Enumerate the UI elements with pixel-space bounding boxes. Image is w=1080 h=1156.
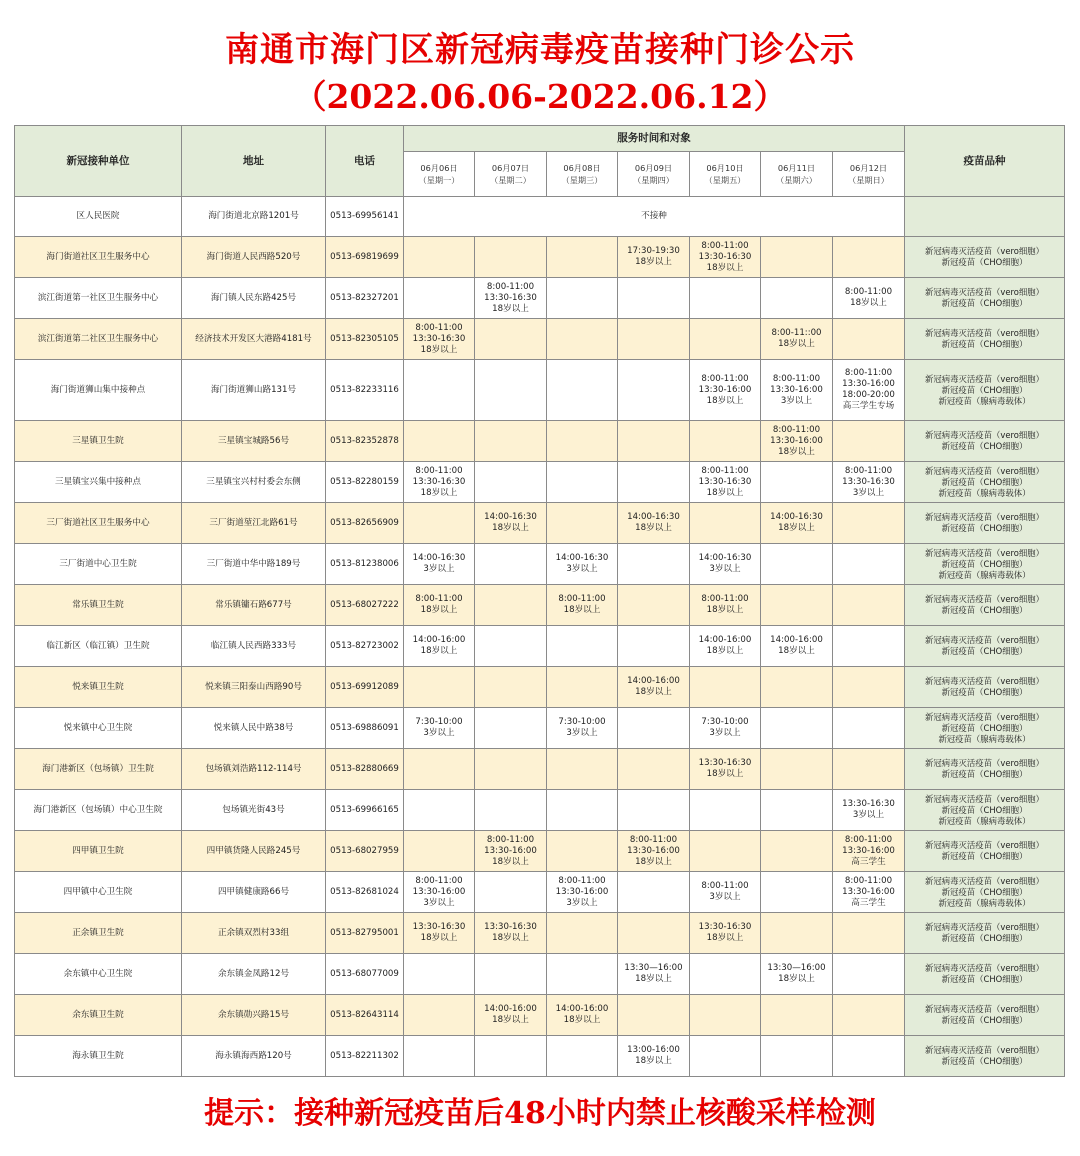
schedule-cell: 14:00-16:00 18岁以上 xyxy=(618,667,690,708)
vaccine-cell: 新冠病毒灭活疫苗（vero细胞） 新冠疫苗（CHO细胞） xyxy=(905,667,1065,708)
schedule-cell xyxy=(547,278,618,319)
address-cell: 包场镇光街43号 xyxy=(182,790,326,831)
unit-cell: 四甲镇卫生院 xyxy=(15,831,182,872)
phone-cell: 0513-82880669 xyxy=(326,749,404,790)
table-row xyxy=(15,544,1065,585)
schedule-cell: 8:00-11:00 13:30-16:00 18:00-20:00 高三学生专场 xyxy=(833,360,905,421)
schedule-cell xyxy=(475,749,547,790)
schedule-cell xyxy=(475,790,547,831)
phone-cell: 0513-82643114 xyxy=(326,995,404,1036)
header-address: 地址 xyxy=(182,126,326,197)
schedule-cell xyxy=(618,626,690,667)
address-cell: 三厂街道堃江北路61号 xyxy=(182,503,326,544)
address-cell: 余东镇金凤路12号 xyxy=(182,954,326,995)
schedule-cell xyxy=(547,237,618,278)
schedule-cell xyxy=(833,421,905,462)
schedule-cell: 8:00-11:00 13:30-16:30 18岁以上 xyxy=(404,319,475,360)
schedule-cell: 8:00-11::00 18岁以上 xyxy=(761,319,833,360)
schedule-cell xyxy=(690,503,761,544)
schedule-cell xyxy=(690,1036,761,1077)
schedule-cell xyxy=(475,667,547,708)
schedule-cell xyxy=(404,995,475,1036)
schedule-cell: 13:30-16:30 3岁以上 xyxy=(833,790,905,831)
schedule-cell xyxy=(761,708,833,749)
schedule-cell xyxy=(618,790,690,831)
schedule-cell: 14:00-16:00 18岁以上 xyxy=(761,626,833,667)
vaccine-cell: 新冠病毒灭活疫苗（vero细胞） 新冠疫苗（CHO细胞） xyxy=(905,237,1065,278)
phone-cell: 0513-69819699 xyxy=(326,237,404,278)
table-row xyxy=(15,585,1065,626)
schedule-cell xyxy=(547,360,618,421)
schedule-cell xyxy=(475,585,547,626)
schedule-cell xyxy=(833,544,905,585)
table-row xyxy=(15,708,1065,749)
schedule-cell xyxy=(404,790,475,831)
schedule-cell: 7:30-10:00 3岁以上 xyxy=(404,708,475,749)
schedule-cell: 8:00-11:00 13:30-16:30 18岁以上 xyxy=(404,462,475,503)
schedule-cell xyxy=(475,708,547,749)
unit-cell: 海永镇卫生院 xyxy=(15,1036,182,1077)
schedule-cell xyxy=(547,749,618,790)
schedule-cell: 7:30-10:00 3岁以上 xyxy=(690,708,761,749)
unit-cell: 常乐镇卫生院 xyxy=(15,585,182,626)
schedule-cell xyxy=(761,237,833,278)
address-cell: 悦来镇三阳泰山西路90号 xyxy=(182,667,326,708)
address-cell: 海门街道北京路1201号 xyxy=(182,197,326,237)
schedule-cell: 8:00-11:00 18岁以上 xyxy=(690,585,761,626)
schedule-table xyxy=(14,125,1065,1077)
schedule-cell: 14:00-16:00 18岁以上 xyxy=(547,995,618,1036)
schedule-cell: 8:00-11:00 18岁以上 xyxy=(404,585,475,626)
address-cell: 三厂街道中华中路189号 xyxy=(182,544,326,585)
schedule-cell xyxy=(690,995,761,1036)
schedule-cell: 17:30-19:30 18岁以上 xyxy=(618,237,690,278)
day-header xyxy=(690,152,761,197)
vaccine-cell: 新冠病毒灭活疫苗（vero细胞） 新冠疫苗（CHO细胞） 新冠疫苗（腺病毒载体） xyxy=(905,790,1065,831)
table-row xyxy=(15,1036,1065,1077)
header-service: 服务时间和对象 xyxy=(404,126,905,152)
notice-tip: 提示：接种新冠疫苗后48小时内禁止核酸采样检测 xyxy=(204,1096,876,1131)
table-row xyxy=(15,360,1065,421)
schedule-cell xyxy=(547,462,618,503)
address-cell: 四甲镇货隆人民路245号 xyxy=(182,831,326,872)
schedule-cell xyxy=(475,544,547,585)
schedule-cell xyxy=(618,360,690,421)
phone-cell: 0513-81238006 xyxy=(326,544,404,585)
day-header xyxy=(547,152,618,197)
phone-cell: 0513-82233116 xyxy=(326,360,404,421)
address-cell: 正余镇双烈村33组 xyxy=(182,913,326,954)
phone-cell: 0513-68027959 xyxy=(326,831,404,872)
schedule-cell xyxy=(547,831,618,872)
day-weekday: （星期二） xyxy=(490,175,531,185)
schedule-cell xyxy=(547,954,618,995)
address-cell: 余东镇勋兴路15号 xyxy=(182,995,326,1036)
schedule-cell xyxy=(761,585,833,626)
schedule-cell xyxy=(547,790,618,831)
schedule-cell xyxy=(404,237,475,278)
table-row xyxy=(15,197,1065,237)
vaccine-cell: 新冠病毒灭活疫苗（vero细胞） 新冠疫苗（CHO细胞） xyxy=(905,1036,1065,1077)
schedule-cell xyxy=(618,585,690,626)
day-weekday: （星期三） xyxy=(561,175,603,185)
schedule-cell xyxy=(690,421,761,462)
day-date: 06月09日 xyxy=(634,163,673,173)
schedule-cell xyxy=(690,667,761,708)
unit-cell: 悦来镇卫生院 xyxy=(15,667,182,708)
table-row xyxy=(15,626,1065,667)
vaccine-cell: 新冠病毒灭活疫苗（vero细胞） 新冠疫苗（CHO细胞） xyxy=(905,749,1065,790)
table-row xyxy=(15,462,1065,503)
schedule-cell xyxy=(618,995,690,1036)
schedule-cell: 14:00-16:30 3岁以上 xyxy=(404,544,475,585)
schedule-cell xyxy=(833,708,905,749)
schedule-cell xyxy=(833,749,905,790)
schedule-cell: 8:00-11:00 13:30-16:00 3岁以上 xyxy=(404,872,475,913)
address-cell: 包场镇刘浩路112-114号 xyxy=(182,749,326,790)
phone-cell: 0513-68027222 xyxy=(326,585,404,626)
schedule-cell xyxy=(833,503,905,544)
day-header xyxy=(404,152,475,197)
vaccine-cell: 新冠病毒灭活疫苗（vero细胞） 新冠疫苗（CHO细胞） xyxy=(905,831,1065,872)
address-cell: 海门镇人民东路425号 xyxy=(182,278,326,319)
date-range-subtitle: （2022.06.06-2022.06.12） xyxy=(293,77,787,116)
day-date: 06月06日 xyxy=(420,163,458,173)
schedule-cell xyxy=(761,872,833,913)
schedule-cell xyxy=(404,360,475,421)
vaccine-cell: 新冠病毒灭活疫苗（vero细胞） 新冠疫苗（CHO细胞） 新冠疫苗（腺病毒载体） xyxy=(905,872,1065,913)
schedule-cell: 8:00-11:00 13:30-16:00 18岁以上 xyxy=(618,831,690,872)
schedule-cell xyxy=(618,708,690,749)
schedule-cell: 8:00-11:00 13:30-16:00 3岁以上 xyxy=(547,872,618,913)
schedule-cell: 8:00-11:00 13:30-16:00 高三学生 xyxy=(833,872,905,913)
table-row xyxy=(15,831,1065,872)
schedule-cell: 8:00-11:00 13:30-16:00 3岁以上 xyxy=(761,360,833,421)
schedule-cell: 8:00-11:00 13:30-16:30 18岁以上 xyxy=(690,237,761,278)
table-row xyxy=(15,872,1065,913)
schedule-cell xyxy=(761,544,833,585)
day-header xyxy=(833,152,905,197)
schedule-cell xyxy=(761,1036,833,1077)
table-row xyxy=(15,913,1065,954)
schedule-cell: 8:00-11:00 3岁以上 xyxy=(690,872,761,913)
day-header xyxy=(475,152,547,197)
schedule-cell xyxy=(618,462,690,503)
address-cell: 三星镇宝兴村村委会东侧 xyxy=(182,462,326,503)
schedule-cell xyxy=(833,585,905,626)
vaccine-cell: 新冠病毒灭活疫苗（vero细胞） 新冠疫苗（CHO细胞） 新冠疫苗（腺病毒载体） xyxy=(905,360,1065,421)
schedule-cell xyxy=(618,421,690,462)
table-row xyxy=(15,278,1065,319)
table-row xyxy=(15,790,1065,831)
schedule-cell xyxy=(547,626,618,667)
schedule-cell: 14:00-16:30 3岁以上 xyxy=(690,544,761,585)
schedule-cell xyxy=(833,626,905,667)
schedule-cell: 8:00-11:00 18岁以上 xyxy=(547,585,618,626)
schedule-cell xyxy=(761,462,833,503)
day-weekday: （星期五） xyxy=(704,175,746,185)
schedule-cell xyxy=(618,544,690,585)
day-date: 06月10日 xyxy=(706,163,744,173)
schedule-cell: 8:00-11:00 13:30-16:00 18岁以上 xyxy=(690,360,761,421)
phone-cell: 0513-69912089 xyxy=(326,667,404,708)
day-date: 06月08日 xyxy=(563,163,601,173)
table-row xyxy=(15,503,1065,544)
schedule-cell: 14:00-16:00 18岁以上 xyxy=(404,626,475,667)
address-cell: 临江镇人民西路333号 xyxy=(182,626,326,667)
schedule-cell xyxy=(547,913,618,954)
schedule-cell xyxy=(833,319,905,360)
address-cell: 海永镇海西路120号 xyxy=(182,1036,326,1077)
vaccine-cell xyxy=(905,197,1065,237)
schedule-cell xyxy=(761,278,833,319)
table-row xyxy=(15,667,1065,708)
schedule-cell xyxy=(475,626,547,667)
unit-cell: 滨江街道第二社区卫生服务中心 xyxy=(15,319,182,360)
vaccine-cell: 新冠病毒灭活疫苗（vero细胞） 新冠疫苗（CHO细胞） xyxy=(905,995,1065,1036)
schedule-cell: 8:00-11:00 13:30-16:00 18岁以上 xyxy=(761,421,833,462)
schedule-cell: 14:00-16:00 18岁以上 xyxy=(690,626,761,667)
day-weekday: （星期日） xyxy=(848,175,889,185)
schedule-cell: 8:00-11:00 13:30-16:00 高三学生 xyxy=(833,831,905,872)
schedule-cell xyxy=(404,749,475,790)
schedule-cell: 14:00-16:00 18岁以上 xyxy=(475,995,547,1036)
schedule-cell xyxy=(404,667,475,708)
day-date: 06月12日 xyxy=(849,163,888,173)
schedule-cell xyxy=(404,278,475,319)
schedule-cell xyxy=(475,1036,547,1077)
vaccine-cell: 新冠病毒灭活疫苗（vero细胞） 新冠疫苗（CHO细胞） xyxy=(905,626,1065,667)
schedule-cell xyxy=(618,278,690,319)
address-cell: 海门街道狮山路131号 xyxy=(182,360,326,421)
vaccine-cell: 新冠病毒灭活疫苗（vero细胞） 新冠疫苗（CHO细胞） 新冠疫苗（腺病毒载体） xyxy=(905,462,1065,503)
schedule-cell xyxy=(761,913,833,954)
schedule-cell xyxy=(404,954,475,995)
schedule-cell: 13:30-16:30 18岁以上 xyxy=(475,913,547,954)
phone-cell: 0513-82352878 xyxy=(326,421,404,462)
schedule-cell xyxy=(475,360,547,421)
no-service-cell: 不接种 xyxy=(404,197,905,237)
vaccine-cell: 新冠病毒灭活疫苗（vero细胞） 新冠疫苗（CHO细胞） xyxy=(905,319,1065,360)
unit-cell: 余东镇中心卫生院 xyxy=(15,954,182,995)
vaccine-cell: 新冠病毒灭活疫苗（vero细胞） 新冠疫苗（CHO细胞） xyxy=(905,278,1065,319)
schedule-cell xyxy=(833,237,905,278)
schedule-cell: 14:00-16:30 18岁以上 xyxy=(618,503,690,544)
unit-cell: 正余镇卫生院 xyxy=(15,913,182,954)
schedule-cell xyxy=(547,319,618,360)
phone-cell: 0513-82656909 xyxy=(326,503,404,544)
vaccine-cell: 新冠病毒灭活疫苗（vero细胞） 新冠疫苗（CHO细胞） xyxy=(905,585,1065,626)
schedule-cell xyxy=(547,503,618,544)
unit-cell: 海门港新区（包场镇）卫生院 xyxy=(15,749,182,790)
schedule-cell xyxy=(833,667,905,708)
schedule-cell: 8:00-11:00 13:30-16:30 3岁以上 xyxy=(833,462,905,503)
unit-cell: 四甲镇中心卫生院 xyxy=(15,872,182,913)
unit-cell: 海门街道狮山集中接种点 xyxy=(15,360,182,421)
unit-cell: 海门港新区（包场镇）中心卫生院 xyxy=(15,790,182,831)
unit-cell: 三厂街道社区卫生服务中心 xyxy=(15,503,182,544)
day-weekday: （星期六） xyxy=(776,175,817,185)
schedule-cell: 13:30—16:00 18岁以上 xyxy=(761,954,833,995)
unit-cell: 临江新区（临江镇）卫生院 xyxy=(15,626,182,667)
unit-cell: 滨江街道第一社区卫生服务中心 xyxy=(15,278,182,319)
unit-cell: 三星镇宝兴集中接种点 xyxy=(15,462,182,503)
day-header xyxy=(618,152,690,197)
schedule-cell xyxy=(404,503,475,544)
unit-cell: 余东镇卫生院 xyxy=(15,995,182,1036)
schedule-cell: 8:00-11:00 13:30-16:30 18岁以上 xyxy=(475,278,547,319)
phone-cell: 0513-82305105 xyxy=(326,319,404,360)
schedule-cell xyxy=(761,995,833,1036)
schedule-cell: 8:00-11:00 13:30-16:30 18岁以上 xyxy=(690,462,761,503)
schedule-cell xyxy=(690,319,761,360)
day-weekday: （星期四） xyxy=(633,175,674,185)
schedule-cell xyxy=(690,831,761,872)
table-row xyxy=(15,319,1065,360)
unit-cell: 区人民医院 xyxy=(15,197,182,237)
address-cell: 四甲镇健康路66号 xyxy=(182,872,326,913)
address-cell: 常乐镇镛石路677号 xyxy=(182,585,326,626)
schedule-cell xyxy=(475,421,547,462)
phone-cell: 0513-82327201 xyxy=(326,278,404,319)
phone-cell: 0513-69966165 xyxy=(326,790,404,831)
phone-cell: 0513-82211302 xyxy=(326,1036,404,1077)
schedule-cell xyxy=(833,995,905,1036)
schedule-cell xyxy=(761,749,833,790)
schedule-cell xyxy=(475,462,547,503)
vaccine-cell: 新冠病毒灭活疫苗（vero细胞） 新冠疫苗（CHO细胞） xyxy=(905,913,1065,954)
schedule-cell xyxy=(618,913,690,954)
schedule-cell xyxy=(404,421,475,462)
vaccine-cell: 新冠病毒灭活疫苗（vero细胞） 新冠疫苗（CHO细胞） 新冠疫苗（腺病毒载体） xyxy=(905,708,1065,749)
address-cell: 经济技术开发区大港路4181号 xyxy=(182,319,326,360)
schedule-cell xyxy=(690,954,761,995)
vaccine-cell: 新冠病毒灭活疫苗（vero细胞） 新冠疫苗（CHO细胞） xyxy=(905,503,1065,544)
phone-cell: 0513-69886091 xyxy=(326,708,404,749)
phone-cell: 0513-82681024 xyxy=(326,872,404,913)
vaccine-cell: 新冠病毒灭活疫苗（vero细胞） 新冠疫苗（CHO细胞） xyxy=(905,421,1065,462)
schedule-cell xyxy=(833,1036,905,1077)
header-unit: 新冠接种单位 xyxy=(15,126,182,197)
table-row xyxy=(15,237,1065,278)
schedule-cell xyxy=(475,954,547,995)
unit-cell: 三星镇卫生院 xyxy=(15,421,182,462)
table-row xyxy=(15,954,1065,995)
schedule-cell xyxy=(547,1036,618,1077)
schedule-cell xyxy=(475,872,547,913)
phone-cell: 0513-82795001 xyxy=(326,913,404,954)
schedule-cell: 13:30—16:00 18岁以上 xyxy=(618,954,690,995)
address-cell: 悦来镇人民中路38号 xyxy=(182,708,326,749)
schedule-cell xyxy=(475,319,547,360)
day-weekday: （星期一） xyxy=(418,175,460,185)
phone-cell: 0513-69956141 xyxy=(326,197,404,237)
schedule-cell xyxy=(833,954,905,995)
schedule-cell: 13:30-16:30 18岁以上 xyxy=(404,913,475,954)
table-row xyxy=(15,749,1065,790)
day-date: 06月07日 xyxy=(491,163,530,173)
schedule-cell xyxy=(404,831,475,872)
header-phone: 电话 xyxy=(326,126,404,197)
page-title: 南通市海门区新冠病毒疫苗接种门诊公示 xyxy=(225,30,855,70)
schedule-cell xyxy=(618,319,690,360)
address-cell: 海门街道人民西路520号 xyxy=(182,237,326,278)
schedule-cell xyxy=(690,278,761,319)
vaccine-cell: 新冠病毒灭活疫苗（vero细胞） 新冠疫苗（CHO细胞） xyxy=(905,954,1065,995)
schedule-cell: 14:00-16:30 18岁以上 xyxy=(761,503,833,544)
schedule-cell xyxy=(761,831,833,872)
schedule-cell: 13:30-16:30 18岁以上 xyxy=(690,913,761,954)
schedule-cell xyxy=(618,872,690,913)
table-row xyxy=(15,421,1065,462)
schedule-cell: 13:00-16:00 18岁以上 xyxy=(618,1036,690,1077)
schedule-cell xyxy=(833,913,905,954)
schedule-cell: 13:30-16:30 18岁以上 xyxy=(690,749,761,790)
schedule-cell xyxy=(404,1036,475,1077)
table-row xyxy=(15,995,1065,1036)
schedule-cell xyxy=(618,749,690,790)
schedule-cell xyxy=(761,790,833,831)
schedule-cell: 14:00-16:30 3岁以上 xyxy=(547,544,618,585)
schedule-cell: 14:00-16:30 18岁以上 xyxy=(475,503,547,544)
schedule-cell xyxy=(547,421,618,462)
schedule-cell xyxy=(761,667,833,708)
unit-cell: 三厂街道中心卫生院 xyxy=(15,544,182,585)
header-vaccine: 疫苗品种 xyxy=(905,126,1065,197)
schedule-cell: 7:30-10:00 3岁以上 xyxy=(547,708,618,749)
schedule-cell: 8:00-11:00 13:30-16:00 18岁以上 xyxy=(475,831,547,872)
phone-cell: 0513-82723002 xyxy=(326,626,404,667)
day-date: 06月11日 xyxy=(777,163,816,173)
phone-cell: 0513-68077009 xyxy=(326,954,404,995)
unit-cell: 悦来镇中心卫生院 xyxy=(15,708,182,749)
schedule-cell xyxy=(690,790,761,831)
phone-cell: 0513-82280159 xyxy=(326,462,404,503)
schedule-cell: 8:00-11:00 18岁以上 xyxy=(833,278,905,319)
vaccine-cell: 新冠病毒灭活疫苗（vero细胞） 新冠疫苗（CHO细胞） 新冠疫苗（腺病毒载体） xyxy=(905,544,1065,585)
schedule-cell xyxy=(547,667,618,708)
address-cell: 三星镇宝城路56号 xyxy=(182,421,326,462)
schedule-cell xyxy=(475,237,547,278)
unit-cell: 海门街道社区卫生服务中心 xyxy=(15,237,182,278)
day-header xyxy=(761,152,833,197)
